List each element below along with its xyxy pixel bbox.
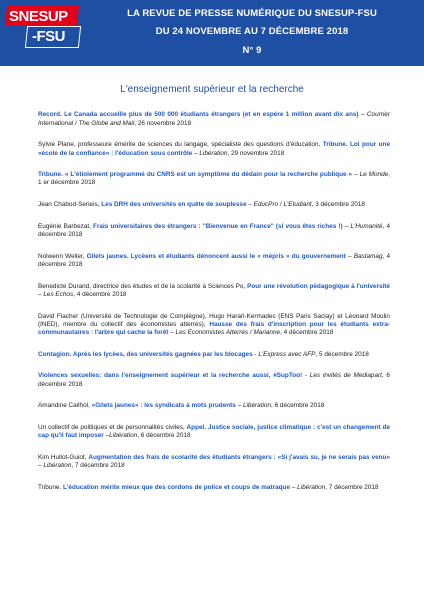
article-author: Eugénie Barbezat, — [38, 222, 94, 230]
article-separator: – — [38, 462, 44, 470]
issue-number: N° 9 — [242, 45, 262, 56]
article-author: Benedicte Durand, directrice des études et de la scolarité à Sciences Po, — [38, 282, 248, 290]
article-list — [38, 105, 390, 505]
article-entry — [38, 253, 390, 269]
article-link[interactable]: Tribune. « L'étiolement programmé du CNRS est un symptôme du dédain pour la recherche publique » — [38, 171, 353, 179]
article-author: David Flacher (Université de Technologie de Compiègne), Hugo Harari-Kermadec (ENS Paris Saclay) et Léonard Moulin (INED), membre du collectif des économistes atterrés), — [38, 312, 390, 328]
article-entry — [38, 283, 390, 299]
article-entry — [38, 201, 390, 209]
review-title: LA REVUE DE PRESSE NUMÉRIQUE DU SNESUP-FSU — [127, 8, 377, 19]
article-separator: – — [192, 149, 200, 157]
article-date: , 6 décembre 2018 — [38, 372, 390, 388]
article-separator: – — [345, 252, 354, 260]
article-author: Un collectif de politiques et de personnalités civiles, — [38, 423, 187, 431]
logo-text-top: SNESUP — [9, 8, 68, 25]
article-source: Les Echos — [43, 290, 74, 298]
article-separator: – — [246, 201, 254, 209]
article-date: , 7 décembre 2018 — [71, 462, 125, 470]
article-source: EducPro / L'Etudiant — [253, 201, 312, 209]
article-date: , 6 décembre 2018 — [271, 402, 325, 410]
article-source: Les Economistes Atterrés / Marianne — [175, 328, 281, 336]
article-entry — [38, 313, 390, 338]
article-separator: – — [235, 402, 243, 410]
article-author: Kim Hullot-Guiot, — [38, 453, 89, 461]
article-link[interactable]: Violences sexuelles: dans l'enseignement supérieur et la recherche aussi, #SupToo! — [38, 372, 303, 380]
article-link[interactable]: Record. Le Canada accueille plus de 500 000 étudiants étrangers (et en espère 1 million avant dix ans) — [38, 111, 359, 119]
article-source: L'Humanité — [350, 222, 383, 230]
article-source: Les invités de Mediapart — [309, 372, 382, 380]
article-separator: – — [358, 111, 367, 119]
article-date: , 4 décembre 2018 — [38, 222, 390, 239]
article-link[interactable]: Appel. Justice sociale, justice climatique : c'est un changement de cap qu'il faut imposer — [38, 423, 390, 440]
article-date: , 26 novembre 2018 — [134, 119, 192, 127]
article-entry — [38, 171, 390, 187]
article-source: L'Express avec AFP — [258, 350, 316, 358]
snesup-logo — [6, 6, 78, 46]
article-link[interactable]: Frais universitaires des étrangers : "Bienvenue en France" (si vous êtes riches !) — [93, 222, 343, 230]
article-author: Nolwenn Weiler, — [38, 252, 87, 260]
article-separator: – — [103, 432, 110, 440]
article-link[interactable]: Les DRH des universités en quête de souplesse — [101, 201, 247, 209]
article-separator: – — [342, 222, 351, 230]
article-date: , 3 décembre 2018 — [311, 201, 365, 209]
header-banner — [0, 0, 424, 66]
article-date: , 4 décembre 2018 — [280, 328, 334, 336]
article-entry — [38, 402, 390, 410]
article-entry — [38, 223, 390, 239]
article-source: Courrier International / The Globe and Mail — [38, 111, 390, 127]
article-entry — [38, 141, 390, 157]
article-date: , 5 décembre 2018 — [315, 350, 369, 358]
article-entry — [38, 424, 390, 440]
section-title: L'enseignement supérieur et la recherche — [120, 84, 304, 95]
article-separator: – — [168, 328, 176, 336]
article-link[interactable]: Pour une révolution pédagogique à l'université — [247, 282, 390, 290]
article-author: Sylvie Plane, professeure émérite de sciences du langage, spécialiste des questions d'éducation, — [38, 141, 323, 149]
article-link[interactable]: Hausse des frais d'inscription pour les étudiants extra-communautaires : l'arbre qui cache la forêt — [38, 320, 390, 336]
article-separator: - — [252, 350, 259, 358]
article-separator: - — [302, 372, 310, 380]
review-dates: DU 24 NOVEMBRE AU 7 DÉCEMBRE 2018 — [155, 26, 349, 37]
article-link[interactable]: «Gilets jaunes» : les syndicats à mots prudents — [91, 402, 236, 410]
article-author: Jean Chabod-Serieis, — [38, 201, 102, 209]
article-entry — [38, 111, 390, 127]
article-source: Bastamag — [353, 252, 383, 260]
article-date: , 29 novembre 2018 — [227, 149, 285, 157]
article-link[interactable]: Augmentation des frais de scolarité des étudiants étrangers : «Si j'avais su, je ne serais pas venu» — [88, 453, 391, 461]
article-link[interactable]: Tribune. Loi pour une «école de la confiance» : l'éducation sous contrôle — [38, 141, 390, 157]
article-entry — [38, 372, 390, 388]
article-source: Libération — [199, 149, 228, 157]
article-entry — [38, 351, 390, 359]
article-author: Amandine Cailhol, — [38, 402, 92, 410]
article-link[interactable]: Gilets jaunes. Lycéens et étudiants dénoncent aussi le « mépris » du gouvernement — [86, 252, 346, 260]
article-link[interactable]: L'éducation mérite mieux que des cordons de police et coups de matraque — [62, 483, 291, 491]
article-source: Le Monde — [359, 171, 389, 179]
article-date: , 1 er décembre 2018 — [38, 171, 390, 187]
article-date: , 6 décembre 2018 — [137, 432, 191, 440]
article-link[interactable]: Contagion. Après les lycées, des universités gagnées par les blocages — [38, 350, 253, 358]
article-date: , 7 décembre 2018 — [325, 483, 379, 491]
article-date: , 4 décembre 2018 — [73, 290, 127, 298]
article-entry — [38, 484, 390, 492]
article-separator: – — [38, 290, 44, 298]
article-author: Tribune. — [38, 483, 63, 491]
article-separator: – — [352, 171, 360, 179]
article-separator: – — [290, 483, 298, 491]
article-source: Libération — [109, 432, 138, 440]
article-source: Libération — [297, 483, 326, 491]
article-entry — [38, 454, 390, 470]
article-source: Libération — [43, 462, 72, 470]
article-date: , 4 décembre 2018 — [38, 252, 391, 268]
article-source: Libération — [242, 402, 272, 410]
logo-text-bottom: -FSU — [32, 28, 65, 45]
